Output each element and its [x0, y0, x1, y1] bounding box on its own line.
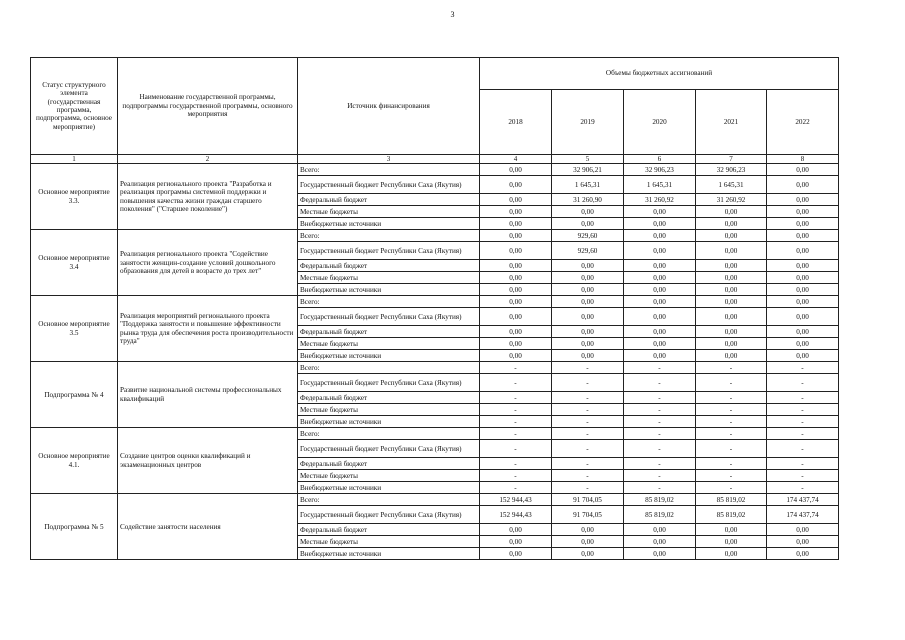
amount-cell: -	[480, 440, 552, 458]
amount-cell: 0,00	[696, 338, 767, 350]
status-cell: Подпрограмма № 4	[31, 362, 118, 428]
status-cell: Основное мероприятие 3.3.	[31, 164, 118, 230]
funding-source-cell: Федеральный бюджет	[298, 524, 480, 536]
funding-source-cell: Внебюджетные источники	[298, 482, 480, 494]
funding-source-cell: Государственный бюджет Республики Саха (Якутия)	[298, 440, 480, 458]
amount-cell: 0,00	[696, 272, 767, 284]
amount-cell: -	[696, 404, 767, 416]
amount-cell: -	[767, 482, 839, 494]
amount-cell: 0,00	[480, 260, 552, 272]
funding-source-cell: Федеральный бюджет	[298, 194, 480, 206]
funding-source-cell: Федеральный бюджет	[298, 260, 480, 272]
funding-source-cell: Государственный бюджет Республики Саха (Якутия)	[298, 506, 480, 524]
amount-cell: -	[624, 416, 696, 428]
amount-cell: 0,00	[552, 326, 624, 338]
amount-cell: 0,00	[696, 548, 767, 560]
column-number: 6	[624, 155, 696, 164]
amount-cell: 0,00	[767, 194, 839, 206]
program-name-cell: Развитие национальной системы профессиональных квалификаций	[118, 362, 298, 428]
table-row	[31, 164, 839, 176]
amount-cell: 0,00	[767, 242, 839, 260]
amount-cell: 0,00	[480, 194, 552, 206]
amount-cell: 0,00	[767, 176, 839, 194]
funding-source-cell: Всего:	[298, 428, 480, 440]
amount-cell: 0,00	[767, 296, 839, 308]
amount-cell: -	[552, 482, 624, 494]
amount-cell: 0,00	[480, 350, 552, 362]
funding-source-cell: Местные бюджеты	[298, 470, 480, 482]
amount-cell: 152 944,43	[480, 494, 552, 506]
amount-cell: 0,00	[624, 242, 696, 260]
amount-cell: 0,00	[767, 284, 839, 296]
amount-cell: -	[767, 374, 839, 392]
amount-cell: 0,00	[552, 296, 624, 308]
amount-cell: 1 645,31	[552, 176, 624, 194]
amount-cell: 31 260,90	[552, 194, 624, 206]
funding-source-cell: Государственный бюджет Республики Саха (Якутия)	[298, 374, 480, 392]
amount-cell: -	[552, 374, 624, 392]
amount-cell: 0,00	[552, 260, 624, 272]
header-year: 2020	[624, 90, 696, 155]
amount-cell: 0,00	[480, 296, 552, 308]
amount-cell: 0,00	[480, 326, 552, 338]
funding-source-cell: Местные бюджеты	[298, 338, 480, 350]
amount-cell: 1 645,31	[696, 176, 767, 194]
funding-source-cell: Государственный бюджет Республики Саха (Якутия)	[298, 176, 480, 194]
program-name-cell: Реализация мероприятий регионального проекта "Поддержка занятости и повышение эффективности рынка труда для обеспечения роста производительности труда"	[118, 296, 298, 362]
amount-cell: -	[624, 362, 696, 374]
amount-cell: 0,00	[480, 176, 552, 194]
table-body	[31, 164, 839, 560]
amount-cell: 0,00	[480, 548, 552, 560]
amount-cell: 0,00	[767, 218, 839, 230]
amount-cell: -	[552, 470, 624, 482]
amount-cell: 0,00	[767, 326, 839, 338]
funding-source-cell: Местные бюджеты	[298, 536, 480, 548]
column-number: 2	[118, 155, 298, 164]
amount-cell: 0,00	[480, 218, 552, 230]
amount-cell: 0,00	[696, 350, 767, 362]
amount-cell: -	[696, 392, 767, 404]
amount-cell: -	[767, 440, 839, 458]
program-name-cell: Создание центров оценки квалификаций и экзаменационных центров	[118, 428, 298, 494]
amount-cell: -	[624, 470, 696, 482]
amount-cell: 0,00	[552, 524, 624, 536]
amount-cell: 32 906,21	[552, 164, 624, 176]
amount-cell: 31 260,92	[696, 194, 767, 206]
funding-source-cell: Всего:	[298, 164, 480, 176]
amount-cell: 0,00	[480, 284, 552, 296]
amount-cell: 85 819,02	[624, 494, 696, 506]
amount-cell: -	[552, 362, 624, 374]
amount-cell: 0,00	[552, 548, 624, 560]
amount-cell: 174 437,74	[767, 494, 839, 506]
funding-source-cell: Всего:	[298, 494, 480, 506]
column-number-row	[31, 155, 839, 164]
amount-cell: -	[552, 392, 624, 404]
amount-cell: 0,00	[767, 272, 839, 284]
status-cell: Подпрограмма № 5	[31, 494, 118, 560]
funding-source-cell: Местные бюджеты	[298, 206, 480, 218]
table-row	[31, 428, 839, 440]
funding-source-cell: Федеральный бюджет	[298, 326, 480, 338]
amount-cell: 0,00	[696, 260, 767, 272]
amount-cell: 0,00	[696, 206, 767, 218]
funding-source-cell: Местные бюджеты	[298, 272, 480, 284]
amount-cell: 0,00	[624, 206, 696, 218]
amount-cell: 0,00	[767, 536, 839, 548]
amount-cell: 0,00	[552, 350, 624, 362]
amount-cell: 0,00	[767, 260, 839, 272]
amount-cell: -	[480, 482, 552, 494]
amount-cell: 0,00	[624, 218, 696, 230]
amount-cell: 0,00	[552, 284, 624, 296]
table-row	[31, 296, 839, 308]
column-number: 7	[696, 155, 767, 164]
amount-cell: -	[480, 392, 552, 404]
amount-cell: 0,00	[552, 218, 624, 230]
amount-cell: 0,00	[696, 230, 767, 242]
program-name-cell: Содействие занятости населения	[118, 494, 298, 560]
amount-cell: 0,00	[624, 536, 696, 548]
column-number: 5	[552, 155, 624, 164]
amount-cell: -	[552, 404, 624, 416]
amount-cell: -	[696, 428, 767, 440]
program-name-cell: Реализация регионального проекта "Разработка и реализация программы системной поддержки и повышения качества жизни граждан старшего поколения" ("Старшее поколение")	[118, 164, 298, 230]
amount-cell: 0,00	[767, 338, 839, 350]
amount-cell: -	[480, 374, 552, 392]
amount-cell: 929,60	[552, 242, 624, 260]
table-row	[31, 494, 839, 506]
amount-cell: 0,00	[480, 164, 552, 176]
header-year: 2022	[767, 90, 839, 155]
amount-cell: 85 819,02	[624, 506, 696, 524]
header-source: Источник финансирования	[298, 58, 480, 155]
amount-cell: -	[767, 416, 839, 428]
amount-cell: 0,00	[624, 230, 696, 242]
amount-cell: 0,00	[552, 206, 624, 218]
amount-cell: -	[696, 440, 767, 458]
amount-cell: -	[480, 470, 552, 482]
column-number: 1	[31, 155, 118, 164]
funding-source-cell: Федеральный бюджет	[298, 458, 480, 470]
table-row	[31, 362, 839, 374]
amount-cell: 85 819,02	[696, 506, 767, 524]
amount-cell: 0,00	[767, 206, 839, 218]
column-number: 3	[298, 155, 480, 164]
amount-cell: 0,00	[767, 350, 839, 362]
amount-cell: 0,00	[480, 308, 552, 326]
amount-cell: 91 704,05	[552, 494, 624, 506]
amount-cell: 0,00	[767, 524, 839, 536]
header-year: 2021	[696, 90, 767, 155]
amount-cell: -	[624, 374, 696, 392]
amount-cell: 0,00	[696, 242, 767, 260]
amount-cell: 0,00	[624, 260, 696, 272]
amount-cell: 0,00	[624, 326, 696, 338]
funding-source-cell: Федеральный бюджет	[298, 392, 480, 404]
funding-source-cell: Внебюджетные источники	[298, 350, 480, 362]
column-number: 4	[480, 155, 552, 164]
amount-cell: 0,00	[696, 284, 767, 296]
funding-source-cell: Государственный бюджет Республики Саха (Якутия)	[298, 242, 480, 260]
amount-cell: 0,00	[624, 284, 696, 296]
amount-cell: 0,00	[624, 296, 696, 308]
amount-cell: 0,00	[624, 338, 696, 350]
funding-source-cell: Внебюджетные источники	[298, 284, 480, 296]
amount-cell: 0,00	[480, 242, 552, 260]
amount-cell: 91 704,05	[552, 506, 624, 524]
amount-cell: -	[624, 404, 696, 416]
amount-cell: 0,00	[624, 524, 696, 536]
amount-cell: 0,00	[767, 230, 839, 242]
header-year: 2019	[552, 90, 624, 155]
funding-source-cell: Государственный бюджет Республики Саха (Якутия)	[298, 308, 480, 326]
amount-cell: 0,00	[480, 524, 552, 536]
funding-source-cell: Внебюджетные источники	[298, 218, 480, 230]
table-row	[31, 230, 839, 242]
amount-cell: -	[696, 374, 767, 392]
status-cell: Основное мероприятие 4.1.	[31, 428, 118, 494]
header-status: Статус структурного элемента (государственная программа, подпрограмма, основное мероприятие)	[31, 58, 118, 155]
amount-cell: -	[552, 440, 624, 458]
status-cell: Основное мероприятие 3.4	[31, 230, 118, 296]
page-number: 3	[450, 10, 455, 19]
header-year: 2018	[480, 90, 552, 155]
header-budget: Объемы бюджетных ассигнований	[480, 58, 839, 90]
amount-cell: -	[767, 404, 839, 416]
column-number: 8	[767, 155, 839, 164]
amount-cell: 0,00	[480, 272, 552, 284]
amount-cell: 31 260,92	[624, 194, 696, 206]
amount-cell: 0,00	[767, 164, 839, 176]
amount-cell: 929,60	[552, 230, 624, 242]
amount-cell: 0,00	[480, 338, 552, 350]
amount-cell: -	[624, 458, 696, 470]
amount-cell: -	[624, 482, 696, 494]
amount-cell: 152 944,43	[480, 506, 552, 524]
amount-cell: -	[624, 428, 696, 440]
amount-cell: -	[480, 416, 552, 428]
amount-cell: 174 437,74	[767, 506, 839, 524]
amount-cell: -	[767, 470, 839, 482]
funding-source-cell: Внебюджетные источники	[298, 548, 480, 560]
amount-cell: -	[696, 458, 767, 470]
amount-cell: 0,00	[552, 308, 624, 326]
amount-cell: 0,00	[696, 536, 767, 548]
program-name-cell: Реализация регионального проекта "Содействие занятости женщин-создание условий дошкольного образования для детей в возрасте до трех лет"	[118, 230, 298, 296]
amount-cell: 0,00	[696, 308, 767, 326]
amount-cell: 32 906,23	[696, 164, 767, 176]
budget-table	[30, 57, 839, 560]
amount-cell: -	[767, 428, 839, 440]
amount-cell: 1 645,31	[624, 176, 696, 194]
funding-source-cell: Местные бюджеты	[298, 404, 480, 416]
amount-cell: 0,00	[480, 536, 552, 548]
amount-cell: -	[480, 404, 552, 416]
amount-cell: 0,00	[696, 218, 767, 230]
amount-cell: 0,00	[624, 548, 696, 560]
amount-cell: -	[552, 428, 624, 440]
funding-source-cell: Всего:	[298, 296, 480, 308]
amount-cell: -	[696, 482, 767, 494]
funding-source-cell: Всего:	[298, 230, 480, 242]
amount-cell: 0,00	[624, 350, 696, 362]
amount-cell: -	[624, 440, 696, 458]
amount-cell: -	[552, 416, 624, 428]
amount-cell: -	[480, 362, 552, 374]
amount-cell: 0,00	[552, 536, 624, 548]
amount-cell: 0,00	[696, 326, 767, 338]
amount-cell: -	[480, 458, 552, 470]
amount-cell: -	[767, 392, 839, 404]
amount-cell: 0,00	[767, 548, 839, 560]
status-cell: Основное мероприятие 3.5	[31, 296, 118, 362]
amount-cell: 0,00	[767, 308, 839, 326]
amount-cell: 32 906,23	[624, 164, 696, 176]
amount-cell: -	[696, 470, 767, 482]
amount-cell: 0,00	[624, 308, 696, 326]
amount-cell: 0,00	[552, 272, 624, 284]
amount-cell: 0,00	[696, 296, 767, 308]
amount-cell: 85 819,02	[696, 494, 767, 506]
amount-cell: -	[480, 428, 552, 440]
amount-cell: 0,00	[480, 206, 552, 218]
amount-cell: -	[696, 362, 767, 374]
header-name: Наименование государственной программы, подпрограммы государственной программы, основного мероприятия	[118, 58, 298, 155]
amount-cell: -	[696, 416, 767, 428]
amount-cell: -	[767, 458, 839, 470]
amount-cell: -	[767, 362, 839, 374]
amount-cell: -	[624, 392, 696, 404]
amount-cell: 0,00	[624, 272, 696, 284]
amount-cell: 0,00	[696, 524, 767, 536]
amount-cell: 0,00	[480, 230, 552, 242]
amount-cell: -	[552, 458, 624, 470]
funding-source-cell: Внебюджетные источники	[298, 416, 480, 428]
funding-source-cell: Всего:	[298, 362, 480, 374]
amount-cell: 0,00	[552, 338, 624, 350]
